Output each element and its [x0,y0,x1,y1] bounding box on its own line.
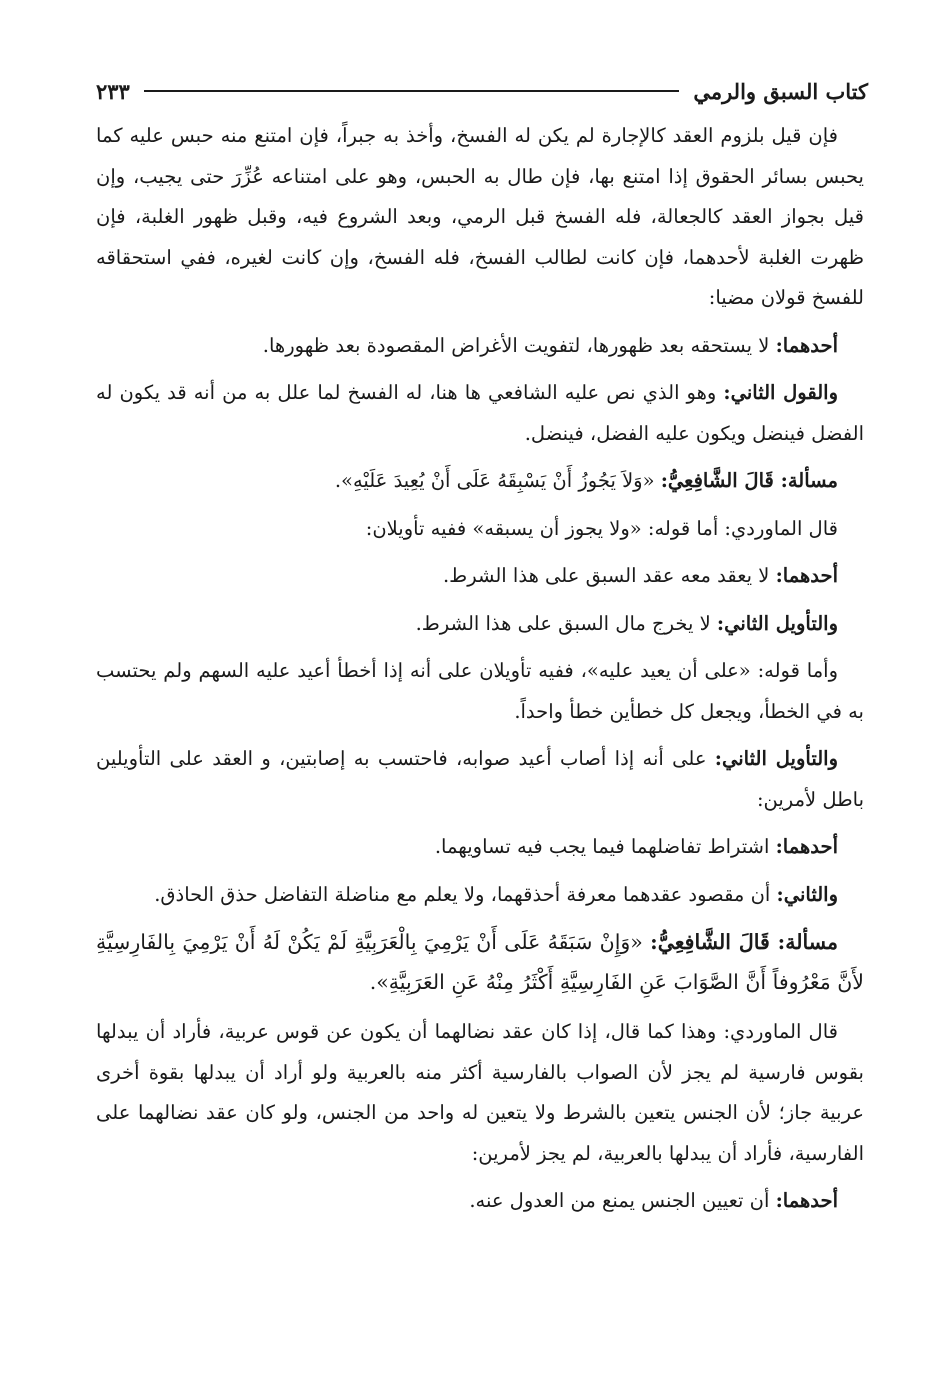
paragraph-text: «وَلاَ يَجُوزُ أَنْ يَسْبِقَهُ عَلَى أَنْ يُعِيدَ عَلَيْهِ». [334,469,661,492]
book-title: كتاب السبق والرمي [693,78,868,104]
paragraph-text: اشتراط تفاضلهما فيما يجب فيه تساويهما. [434,835,776,858]
issue-heading [96,922,864,1002]
paragraph [96,556,864,597]
page-number: ٢٣٣ [96,78,130,104]
paragraph-label: أحدهما: [775,1189,838,1212]
paragraph-text: أن مقصود عقدهما معرفة أحذقهما، ولا يعلم مع مناضلة التفاضل حذق الحاذق. [154,882,777,906]
paragraph-text: أن تعيين الجنس يمنع من العدول عنه. [469,1189,776,1212]
issue-heading [96,461,864,502]
paragraph [96,739,864,820]
paragraph [96,326,864,367]
paragraph-label: والتأويل الثاني: [714,747,838,770]
paragraph-text: وهو الذي نص عليه الشافعي ها هنا، له الفسخ لما علل به من أنه قد يكون له الفضل فينضل ويكون عليه الفضل، فينضل. [96,381,864,445]
paragraph-label: مسألة: قَالَ الشَّافِعِيُّ: [650,930,838,954]
paragraph-label: أحدهما: [775,564,838,587]
running-header [96,74,868,108]
paragraph [96,373,864,454]
paragraph [96,1181,864,1222]
paragraph [96,509,864,550]
paragraph [96,1012,864,1174]
paragraph-text: فإن قيل بلزوم العقد كالإجارة لم يكن له الفسخ، وأخذ به جبراً، فإن امتنع منه حبس عليه كما يحبس بسائر الحقوق إذا امتنع بها، فإن طال به الحبس، وهو على امتناعه عُزِّرَ حتى يجيب، وإن قيل بجواز العقد كالجعالة، فله الفسخ قبل الرمي، وبعد الشروع فيه، وقبل ظهور الغلبة، فإن ظهرت الغلبة لأحدهما، فإن كانت لطالب الفسخ، فله الفسخ، وإن كانت لغيره، ففي استحقاقه للفسخ قولان مضيا: [96,124,864,309]
paragraph [96,116,864,319]
paragraph-text: لا يعقد معه عقد السبق على هذا الشرط. [442,564,776,587]
paragraph-label: والثاني: [776,882,838,906]
paragraph-text: على أنه إذا أصاب أعيد صوابه، فاحتسب به إصابتين، و العقد على التأويلين باطل لأمرين: [96,747,864,811]
paragraph-text: قال الماوردي: وهذا كما قال، إذا كان عقد نضالهما أن يكون عن قوس عربية، فأراد أن يبدلها بقوس فارسية لم يجز لأن الصواب بالفارسية أكثر منه بالعربية ولو أراد أن يبدلها بقوة أخرى عربية جاز؛ لأن الجنس يتعين بالشرط ولا يتعين له واحد من الجنس، ولو كان عقد نضالهما على الفارسية، فأراد أن يبدلها بالعربية، لم يجز لأمرين: [96,1020,864,1165]
paragraph-text: لا يخرج مال السبق على هذا الشرط. [415,611,717,635]
paragraph-text: لا يستحقه بعد ظهورها، لتفويت الأغراض المقصودة بعد ظهورها. [262,333,776,357]
paragraph [96,875,864,916]
paragraph-label: والتأويل الثاني: [716,611,838,635]
paragraph-label: أحدهما: [775,333,838,357]
paragraph-label: والقول الثاني: [723,381,838,404]
paragraph [96,651,864,732]
paragraph [96,604,864,645]
paragraph-label: مسألة: قَالَ الشَّافِعِيُّ: [660,469,838,492]
paragraph-text: قال الماوردي: أما قوله: «ولا يجوز أن يسبقه» ففيه تأويلان: [365,516,838,540]
paragraph-label: أحدهما: [775,835,838,858]
paragraph [96,827,864,868]
paragraph-text: «وَإِنْ سَبَقَهُ عَلَى أَنْ يَرْمِيَ بِالْعَرَبِيَّةِ لَمْ يَكُنْ لَهُ أَنْ يَرْمِيَ بِالفَارِسِيَّةِ لأَنَّ مَعْرُوفاً أَنَّ الصَّوَابَ عَنِ الفَارِسِيَّةِ أَكْثَرُ مِنْهُ عَنِ العَرَبِيَّةِ». [96,930,864,994]
paragraph-text: وأما قوله: «على أن يعيد عليه»، ففيه تأويلان على أنه إذا أخطأ أعيد عليه السهم ولم يحتسب به في الخطأ، ويجعل كل خطأين خطأ واحداً. [96,659,864,723]
header-rule [144,90,680,92]
page-body [96,116,864,1229]
